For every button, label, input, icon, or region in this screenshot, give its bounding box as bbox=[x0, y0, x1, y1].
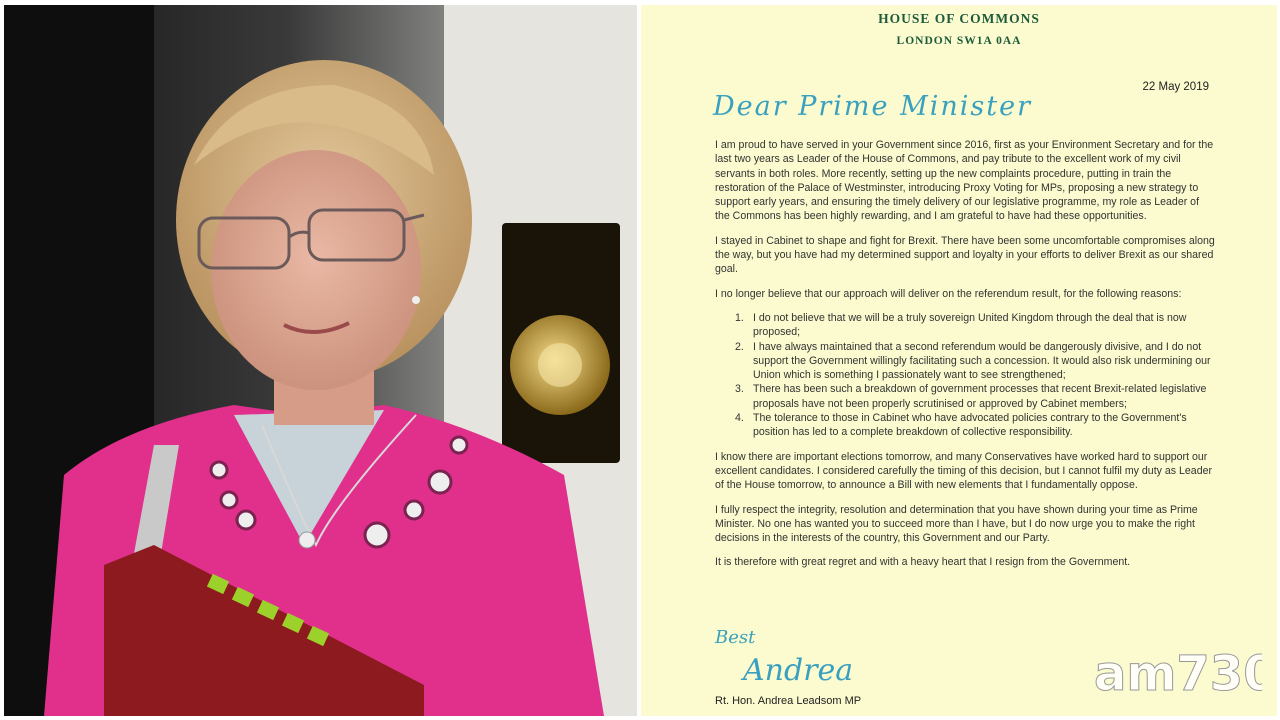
am730-watermark-logo bbox=[1092, 638, 1262, 702]
paragraph: I am proud to have served in your Government since 2016, first as your Environment Secretary and for the last two years as Leader of the House of Commons, and pay tribute to the excellent work of my civil servants in both roles. More recently, setting up the new complaints procedure, putting in train the restoration of the Palace of Westminster, introducing Proxy Voting for MPs, proposing a new strategy to support early years, and ensuring the timely delivery of our legislative programme, my role as Leader of the Commons has been highly rewarding, and I am grateful to have had these opportunities. bbox=[715, 139, 1214, 223]
letter-body bbox=[715, 138, 1215, 580]
list-item bbox=[715, 382, 1215, 411]
list-item bbox=[715, 340, 1215, 383]
paragraph: I stayed in Cabinet to shape and fight for Brexit. There have been some uncomfortable compromises along the way, but you have had my determined support and loyalty in your efforts to deliver Brexit as our shared goal. bbox=[715, 234, 1215, 276]
face bbox=[211, 150, 421, 390]
letter-date: 22 May 2019 bbox=[1142, 81, 1209, 93]
reasons-list bbox=[715, 311, 1215, 440]
portrait-illustration bbox=[4, 5, 637, 716]
paragraph: I know there are important elections tomorrow, and many Conservatives have worked hard to support our excellent candidates. I considered carefully the timing of this decision, but I cannot fulfil my duty as Leader of the House tomorrow, to announce a Bill with new elements that I fundamentally oppose. bbox=[715, 450, 1213, 492]
list-item bbox=[715, 311, 1215, 340]
letterhead-address: LONDON SW1A 0AA bbox=[896, 35, 1022, 47]
list-text: I do not believe that we will be a truly sovereign United Kingdom through the deal that is now proposed; bbox=[753, 311, 1187, 339]
paragraph: I fully respect the integrity, resolution and determination that you have shown during your time as Prime Minister. No one has wanted you to succeed more than I have, but I do now urge you to make the right decisions in the interests of the country, this Government and our Party. bbox=[715, 503, 1198, 545]
letterhead-title: HOUSE OF COMMONS bbox=[878, 11, 1040, 26]
watermark-text: am730 bbox=[1094, 646, 1262, 702]
paragraph: I no longer believe that our approach will deliver on the referendum result, for the following reasons: bbox=[715, 287, 1182, 300]
portrait-photo bbox=[4, 5, 637, 716]
salutation: Dear Prime Minister bbox=[713, 91, 1032, 122]
pendant bbox=[299, 532, 315, 548]
list-number: 4. bbox=[735, 412, 744, 425]
list-number: 2. bbox=[735, 340, 744, 353]
resignation-letter bbox=[641, 5, 1277, 716]
list-text: I have always maintained that a second referendum would be dangerously divisive, and I do not support the Government willingly facilitating such a concession. It would also risk undermining our Union which is something I passionately want to see strengthened; bbox=[753, 340, 1211, 382]
signatory-name: Rt. Hon. Andrea Leadsom MP bbox=[715, 695, 862, 707]
list-number: 3. bbox=[735, 383, 744, 396]
list-text: The tolerance to those in Cabinet who have advocated policies contrary to the Government's position has led to a complete breakdown of collective responsibility. bbox=[753, 412, 1187, 439]
list-number: 1. bbox=[735, 311, 744, 324]
sign-off: Best bbox=[715, 627, 756, 648]
handwritten-signature: Andrea bbox=[743, 653, 854, 688]
paragraph: It is therefore with great regret and with a heavy heart that I resign from the Government. bbox=[715, 556, 1131, 569]
list-item bbox=[715, 411, 1215, 440]
list-text: There has been such a breakdown of government processes that recent Brexit-related legislative proposals have not been properly scrutinised or approved by Cabinet members; bbox=[753, 383, 1207, 410]
